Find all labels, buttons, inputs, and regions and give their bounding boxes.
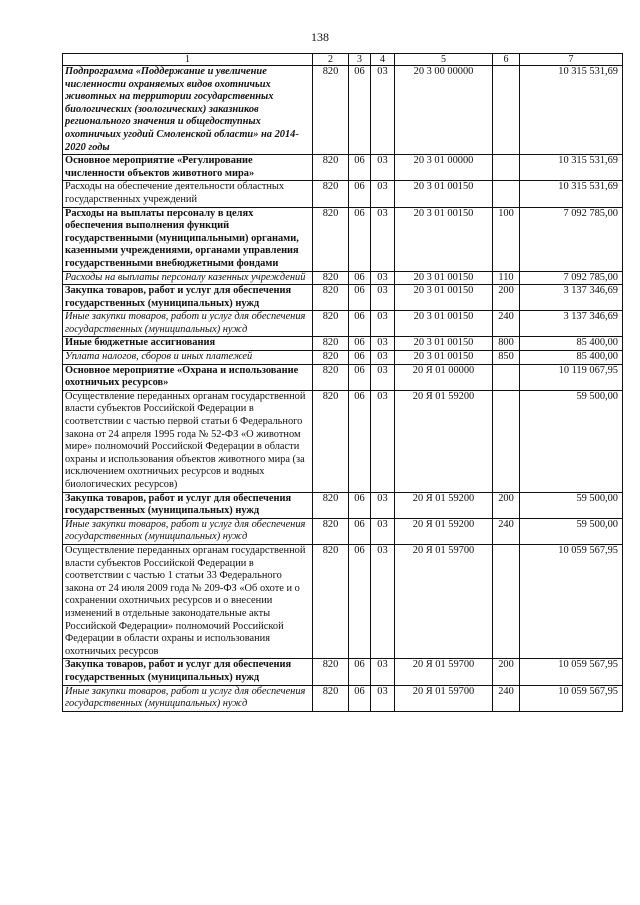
table-row (63, 207, 623, 271)
table-row (63, 364, 623, 390)
section-code-cell: 06 (349, 351, 371, 365)
target-article-cell: 20 3 01 00150 (395, 207, 493, 271)
subsection-code-cell: 03 (371, 311, 395, 337)
item-name-cell: Расходы на обеспечение деятельности областных государственных учреждений (63, 181, 313, 207)
amount-cell: 10 059 567,95 (520, 544, 623, 658)
expense-type-cell: 240 (493, 518, 520, 544)
subsection-code-cell: 03 (371, 207, 395, 271)
amount-cell: 59 500,00 (520, 390, 623, 492)
target-article-cell: 20 3 01 00000 (395, 155, 493, 181)
amount-cell: 10 315 531,69 (520, 181, 623, 207)
ministry-code-cell: 820 (313, 364, 349, 390)
section-code-cell: 06 (349, 518, 371, 544)
amount-cell: 3 137 346,69 (520, 285, 623, 311)
item-name-cell: Закупка товаров, работ и услуг для обеспечения государственных (муниципальных) нужд (63, 492, 313, 518)
item-name-cell: Иные закупки товаров, работ и услуг для обеспечения государственных (муниципальных) нужд (63, 518, 313, 544)
ministry-code-cell: 820 (313, 311, 349, 337)
item-name-cell: Закупка товаров, работ и услуг для обеспечения государственных (муниципальных) нужд (63, 285, 313, 311)
amount-cell: 59 500,00 (520, 518, 623, 544)
amount-cell: 3 137 346,69 (520, 311, 623, 337)
expense-type-cell: 200 (493, 285, 520, 311)
table-row (63, 181, 623, 207)
target-article-cell: 20 3 01 00150 (395, 351, 493, 365)
subsection-code-cell: 03 (371, 337, 395, 351)
subsection-code-cell: 03 (371, 271, 395, 285)
target-article-cell: 20 Я 01 59700 (395, 659, 493, 685)
target-article-cell: 20 Я 01 59200 (395, 492, 493, 518)
header-col-7: 7 (520, 54, 623, 66)
expense-type-cell (493, 66, 520, 155)
item-name-cell: Закупка товаров, работ и услуг для обеспечения государственных (муниципальных) нужд (63, 659, 313, 685)
expense-type-cell (493, 544, 520, 658)
header-col-3: 3 (349, 54, 371, 66)
amount-cell: 10 315 531,69 (520, 155, 623, 181)
table-row (63, 659, 623, 685)
subsection-code-cell: 03 (371, 544, 395, 658)
expense-type-cell: 850 (493, 351, 520, 365)
header-col-2: 2 (313, 54, 349, 66)
ministry-code-cell: 820 (313, 492, 349, 518)
section-code-cell: 06 (349, 285, 371, 311)
ministry-code-cell: 820 (313, 659, 349, 685)
expense-type-cell: 240 (493, 311, 520, 337)
table-row (63, 155, 623, 181)
expense-type-cell: 200 (493, 659, 520, 685)
subsection-code-cell: 03 (371, 685, 395, 711)
table-row (63, 66, 623, 155)
ministry-code-cell: 820 (313, 390, 349, 492)
section-code-cell: 06 (349, 685, 371, 711)
item-name-cell: Расходы на выплаты персоналу в целях обеспечения выполнения функций государственными (муниципальными) органами, казенными учреждениями, органами управления государственными внебюджетными фондами (63, 207, 313, 271)
ministry-code-cell: 820 (313, 351, 349, 365)
expense-type-cell (493, 181, 520, 207)
table-row (63, 390, 623, 492)
expense-type-cell: 200 (493, 492, 520, 518)
budget-table (62, 53, 623, 712)
table-row (63, 285, 623, 311)
ministry-code-cell: 820 (313, 66, 349, 155)
item-name-cell: Расходы на выплаты персоналу казенных учреждений (63, 271, 313, 285)
item-name-cell: Основное мероприятие «Охрана и использование охотничьих ресурсов» (63, 364, 313, 390)
amount-cell: 59 500,00 (520, 492, 623, 518)
subsection-code-cell: 03 (371, 181, 395, 207)
amount-cell: 10 119 067,95 (520, 364, 623, 390)
target-article-cell: 20 Я 01 59200 (395, 390, 493, 492)
page-number: 138 (311, 30, 329, 44)
amount-cell: 7 092 785,00 (520, 207, 623, 271)
expense-type-cell: 110 (493, 271, 520, 285)
section-code-cell: 06 (349, 155, 371, 181)
item-name-cell: Осуществление переданных органам государственной власти субъектов Российской Федерации в соответствии с частью 1 статьи 33 Федерального закона от 24 июля 2009 года № 209-ФЗ «Об охоте и о сохранении охотничьих ресурсов и о внесении изменений в отдельные законодательные акты Российской Федерации» полномочий Российской Федерации в области охраны и использования охотничьих ресурсов (63, 544, 313, 658)
expense-type-cell: 800 (493, 337, 520, 351)
section-code-cell: 06 (349, 207, 371, 271)
expense-type-cell: 100 (493, 207, 520, 271)
item-name-cell: Иные закупки товаров, работ и услуг для обеспечения государственных (муниципальных) нужд (63, 685, 313, 711)
section-code-cell: 06 (349, 390, 371, 492)
table-row (63, 518, 623, 544)
section-code-cell: 06 (349, 181, 371, 207)
amount-cell: 85 400,00 (520, 337, 623, 351)
table-row (63, 492, 623, 518)
ministry-code-cell: 820 (313, 285, 349, 311)
amount-cell: 10 315 531,69 (520, 66, 623, 155)
table-row (63, 271, 623, 285)
ministry-code-cell: 820 (313, 544, 349, 658)
ministry-code-cell: 820 (313, 271, 349, 285)
ministry-code-cell: 820 (313, 181, 349, 207)
item-name-cell: Основное мероприятие «Регулирование численности объектов животного мира» (63, 155, 313, 181)
subsection-code-cell: 03 (371, 518, 395, 544)
expense-type-cell: 240 (493, 685, 520, 711)
target-article-cell: 20 Я 01 59200 (395, 518, 493, 544)
target-article-cell: 20 Я 01 00000 (395, 364, 493, 390)
ministry-code-cell: 820 (313, 685, 349, 711)
header-row (63, 54, 623, 66)
section-code-cell: 06 (349, 271, 371, 285)
header-col-1: 1 (63, 54, 313, 66)
table-row (63, 337, 623, 351)
target-article-cell: 20 Я 01 59700 (395, 685, 493, 711)
subsection-code-cell: 03 (371, 351, 395, 365)
subsection-code-cell: 03 (371, 659, 395, 685)
amount-cell: 10 059 567,95 (520, 685, 623, 711)
target-article-cell: 20 3 01 00150 (395, 311, 493, 337)
table-row (63, 685, 623, 711)
subsection-code-cell: 03 (371, 155, 395, 181)
item-name-cell: Иные закупки товаров, работ и услуг для обеспечения государственных (муниципальных) нужд (63, 311, 313, 337)
target-article-cell: 20 3 01 00150 (395, 285, 493, 311)
ministry-code-cell: 820 (313, 155, 349, 181)
ministry-code-cell: 820 (313, 518, 349, 544)
subsection-code-cell: 03 (371, 285, 395, 311)
expense-type-cell (493, 364, 520, 390)
subsection-code-cell: 03 (371, 66, 395, 155)
target-article-cell: 20 3 01 00150 (395, 337, 493, 351)
table-row (63, 544, 623, 658)
item-name-cell: Иные бюджетные ассигнования (63, 337, 313, 351)
table-row (63, 311, 623, 337)
table-row (63, 351, 623, 365)
subsection-code-cell: 03 (371, 492, 395, 518)
header-col-5: 5 (395, 54, 493, 66)
item-name-cell: Подпрограмма «Поддержание и увеличение численности охраняемых видов охотничьих животных на территории государственных биологических (зоологических) заказников регионального значения и общедоступных охотничьих угодий Смоленской области» на 2014-2020 годы (63, 66, 313, 155)
section-code-cell: 06 (349, 492, 371, 518)
header-col-4: 4 (371, 54, 395, 66)
amount-cell: 85 400,00 (520, 351, 623, 365)
subsection-code-cell: 03 (371, 364, 395, 390)
item-name-cell: Осуществление переданных органам государственной власти субъектов Российской Федерации в соответствии с частью первой статьи 6 Федерального закона от 24 апреля 1995 года № 52-ФЗ «О животном мире» полномочий Российской Федерации в области охраны и использования объектов животного мира (за исключением охотничьих ресурсов и водных биологических ресурсов) (63, 390, 313, 492)
section-code-cell: 06 (349, 659, 371, 685)
target-article-cell: 20 3 01 00150 (395, 271, 493, 285)
header-col-6: 6 (493, 54, 520, 66)
ministry-code-cell: 820 (313, 337, 349, 351)
section-code-cell: 06 (349, 544, 371, 658)
amount-cell: 7 092 785,00 (520, 271, 623, 285)
section-code-cell: 06 (349, 311, 371, 337)
target-article-cell: 20 3 01 00150 (395, 181, 493, 207)
section-code-cell: 06 (349, 66, 371, 155)
expense-type-cell (493, 155, 520, 181)
section-code-cell: 06 (349, 337, 371, 351)
target-article-cell: 20 3 00 00000 (395, 66, 493, 155)
section-code-cell: 06 (349, 364, 371, 390)
target-article-cell: 20 Я 01 59700 (395, 544, 493, 658)
amount-cell: 10 059 567,95 (520, 659, 623, 685)
ministry-code-cell: 820 (313, 207, 349, 271)
subsection-code-cell: 03 (371, 390, 395, 492)
item-name-cell: Уплата налогов, сборов и иных платежей (63, 351, 313, 365)
expense-type-cell (493, 390, 520, 492)
